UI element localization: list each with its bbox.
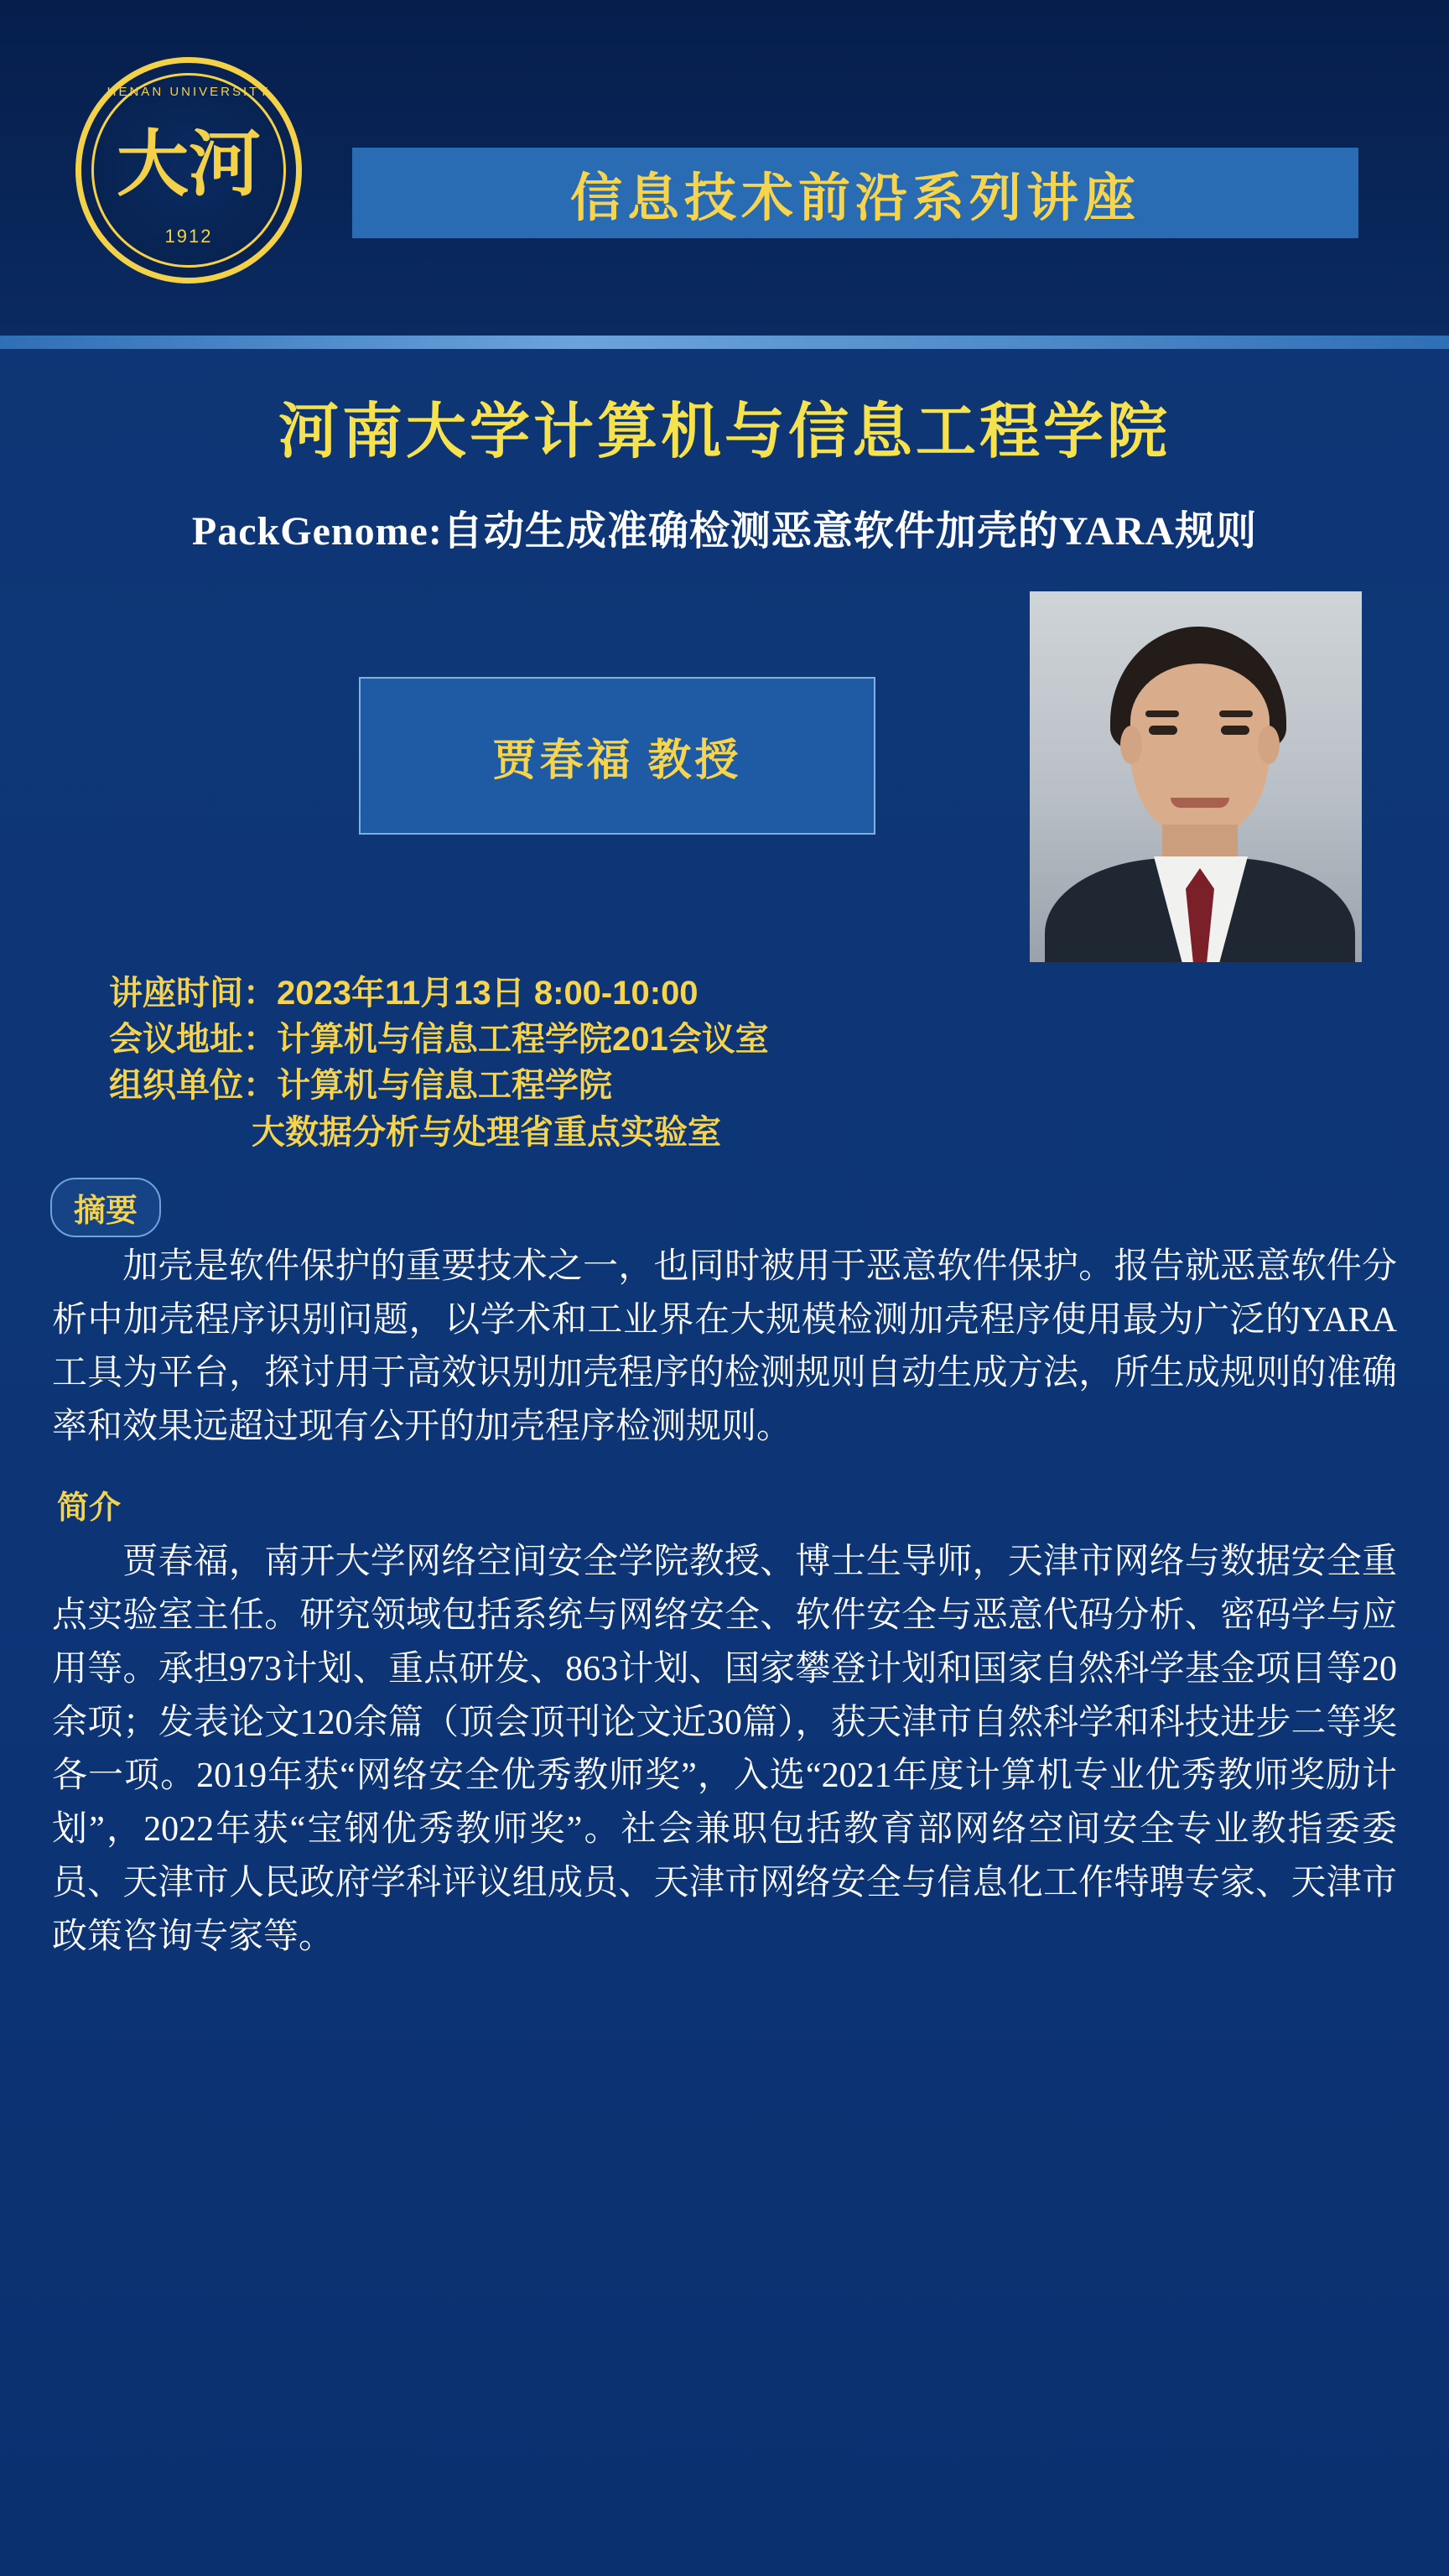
bio-text (37, 1536, 1412, 1965)
portrait-brow-left (1145, 710, 1179, 717)
talk-title: PackGenome:自动生成准确检测恶意软件加壳的YARA规则 (191, 509, 1258, 554)
portrait-ear-right (1258, 726, 1280, 764)
organization-title: 河南大学计算机与信息工程学院 (278, 398, 1171, 466)
abstract-tag: 摘要 (50, 1178, 161, 1237)
header-divider (0, 336, 1449, 349)
speaker-portrait (1030, 591, 1362, 962)
speaker-name-box (359, 677, 875, 835)
portrait-ear-left (1120, 726, 1142, 764)
poster-header (0, 0, 1449, 336)
logo-center-char: 大河 (117, 124, 261, 205)
bio-tag: 简介 (57, 1491, 122, 1527)
bio-text-content: 贾春福，南开大学网络空间安全学院教授、博士生导师，天津市网络与数据安全重点实验室主任。研究领域包括系统与网络安全、软件安全与恶意代码分析、密码学与应用等。承担973计划、重点研发、863计划、国家攀登计划和国家自然科学基金项目等20余项；发表论文120余篇（顶会顶刊论文近30篇），获天津市自然科学和科技进步二等奖各一项。2019年获“网络安全优秀教师奖”，入选“2021年度计算机专业优秀教师奖励计划”，2022年获“宝钢优秀教师奖”。社会兼职包括教育部网络空间安全专业教指委委员、天津市人民政府学科评议组成员、天津市网络安全与信息化工作特聘专家、天津市政策咨询专家等。 (52, 1543, 1397, 1956)
header-banner (352, 148, 1358, 238)
portrait-mouth (1171, 798, 1229, 808)
speaker-row (0, 576, 1449, 962)
event-place: 会议地址：计算机与信息工程学院201会议室 (109, 1021, 769, 1059)
event-organizer: 组织单位：计算机与信息工程学院 (109, 1067, 612, 1105)
logo-top-text: HENAN UNIVERSITY (106, 85, 271, 99)
event-time: 讲座时间：2023年11月13日 8:00-10:00 (109, 975, 699, 1012)
abstract-text (37, 1241, 1412, 1455)
portrait-eye-right (1221, 726, 1249, 735)
abstract-section (0, 1178, 1449, 1455)
portrait-face (1130, 664, 1270, 838)
portrait-eye-left (1149, 726, 1177, 735)
portrait-brow-right (1219, 710, 1253, 717)
henan-university-logo (75, 57, 302, 284)
abstract-text-content: 加壳是软件保护的重要技术之一，也同时被用于恶意软件保护。报告就恶意软件分析中加壳程序识别问题，以学术和工业界在大规模检测加壳程序使用最为广泛的YARA工具为平台，探讨用于高效识别加壳程序的检测规则自动生成方法，所生成规则的准确率和效果远超过现有公开的加壳程序检测规则。 (52, 1246, 1397, 1447)
speaker-name: 贾春福 教授 (492, 736, 742, 785)
logo-year: 1912 (164, 226, 213, 247)
header-banner-title: 信息技术前沿系列讲座 (569, 169, 1140, 227)
bio-section (0, 1476, 1449, 1965)
event-info (109, 971, 1449, 1156)
event-organizer-second: 大数据分析与处理省重点实验室 (252, 1113, 721, 1151)
